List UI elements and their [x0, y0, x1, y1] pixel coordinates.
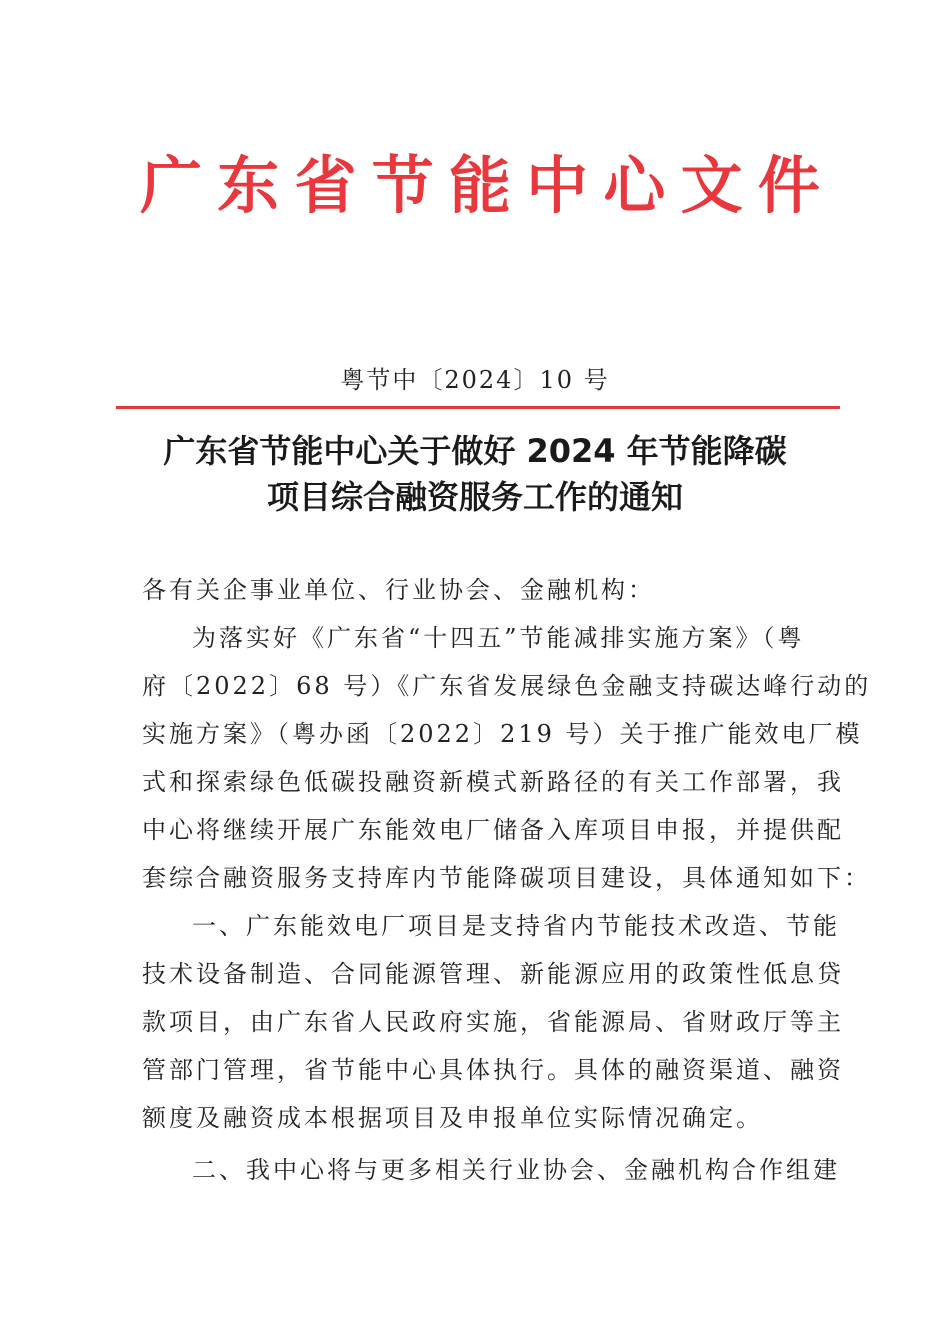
masthead-char: 广 [140, 149, 203, 222]
paragraph-line: 府〔2022〕68 号）《广东省发展绿色金融支持碳达峰行动的 [142, 672, 872, 700]
paragraph-line: 中心将继续开展广东能效电厂储备入库项目申报，并提供配 [142, 816, 844, 844]
title-line-1: 广东省节能中心关于做好 2024 年节能降碳 [163, 432, 787, 470]
paragraph-line: 式和探索绿色低碳投融资新模式新路径的有关工作部署，我 [142, 768, 844, 796]
paragraph-line: 管部门管理，省节能中心具体执行。具体的融资渠道、融资 [142, 1056, 844, 1084]
paragraph-line: 技术设备制造、合同能源管理、新能源应用的政策性低息贷 [142, 960, 844, 988]
red-divider-rule [116, 406, 840, 409]
paragraph-line: 款项目，由广东省人民政府实施，省能源局、省财政厅等主 [142, 1008, 844, 1036]
masthead-char: 心 [603, 149, 666, 222]
masthead-char: 文 [680, 149, 743, 222]
document-number: 粤节中〔2024〕10 号 [340, 366, 610, 394]
paragraph-line: 实施方案》（粤办函〔2022〕219 号）关于推广能效电厂模 [142, 720, 863, 748]
masthead-char: 能 [448, 149, 511, 222]
paragraph-line: 为落实好《广东省“十四五”节能减排实施方案》（粤 [192, 624, 805, 652]
masthead-char: 件 [757, 149, 820, 222]
document-body [142, 566, 872, 1194]
paragraph-line: 额度及融资成本根据项目及申报单位实际情况确定。 [142, 1104, 763, 1132]
paragraph-line: 套综合融资服务支持库内节能降碳项目建设，具体通知如下： [142, 864, 871, 892]
paragraph-2 [142, 902, 844, 1142]
masthead-char: 省 [294, 149, 357, 222]
paragraph-line: 一、广东能效电厂项目是支持省内节能技术改造、节能 [192, 912, 840, 940]
paragraph-1 [142, 614, 872, 902]
title-line-2: 项目综合融资服务工作的通知 [266, 478, 683, 516]
paragraph-line: 二、我中心将与更多相关行业协会、金融机构合作组建 [192, 1156, 840, 1184]
addressee-line: 各有关企事业单位、行业协会、金融机构： [142, 576, 655, 604]
masthead-char: 中 [526, 149, 589, 222]
masthead-char: 东 [217, 149, 280, 222]
document-masthead [140, 148, 820, 224]
masthead-char: 节 [371, 149, 434, 222]
paragraph-3 [142, 1146, 840, 1194]
document-title [110, 428, 840, 520]
